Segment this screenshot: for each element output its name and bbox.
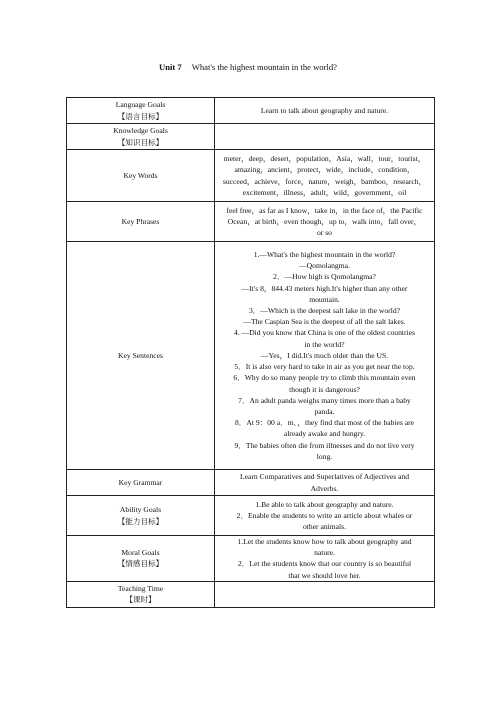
row-label-cell xyxy=(67,581,215,607)
content-line: 1.Be able to talk about geography and nature. xyxy=(255,499,394,509)
content-line: long. xyxy=(316,451,333,461)
row-label: Language Goals xyxy=(115,100,166,110)
row-label-cell xyxy=(67,496,215,536)
row-label-chinese: 【知识目标】 xyxy=(117,137,164,147)
row-label-chinese: 【情感目标】 xyxy=(117,559,164,569)
row-content-cell xyxy=(215,150,435,202)
content-line: Adverbs. xyxy=(310,483,339,493)
table-row xyxy=(67,581,435,607)
content-line: 6．Why do so many people try to climb this mountain even xyxy=(233,373,416,383)
row-label-cell xyxy=(67,202,215,242)
content-line: —Yes，I did.It's much older than the US. xyxy=(260,350,389,360)
content-line: 1.Let the students know how to talk about geography and xyxy=(237,537,412,546)
content-line: amazing，ancient，protect，wide，include，condition， xyxy=(234,165,415,175)
content-line: in the world? xyxy=(304,339,345,349)
row-label-cell xyxy=(67,98,215,124)
content-line: excitement，illness，adult，wild，government，oil xyxy=(242,187,407,197)
content-line: meter，deep，desert，population，Asia，wall，tour，tourist， xyxy=(223,154,426,164)
table-row xyxy=(67,470,435,496)
row-label: Ability Goals xyxy=(119,505,162,515)
table-row xyxy=(67,242,435,470)
content-line: feel free，as far as I know，take in，in the face of，the Pacific xyxy=(226,205,423,215)
row-content-cell xyxy=(215,202,435,242)
lesson-plan-table xyxy=(66,97,435,608)
content-line: or so xyxy=(317,228,332,238)
content-line: Ocean，at birth，even though，up to，walk into，fall over， xyxy=(227,216,422,226)
row-label-cell xyxy=(67,536,215,582)
content-line: 2．Let the students know that our country is so beautiful xyxy=(237,559,412,569)
table-row xyxy=(67,150,435,202)
content-line: 5．It is also very hard to take in air as you get near the top. xyxy=(234,362,415,372)
content-line: 9．The babies often die from illnesses and do not live very xyxy=(234,440,415,450)
table-row xyxy=(67,98,435,124)
content-line: 1.—What's the highest mountain in the world? xyxy=(253,250,396,260)
content-line: —It's 8，844.43 meters high.It's higher than any other xyxy=(241,283,408,293)
content-line: succeed，achieve，force，nature，weigh，bamboo，research， xyxy=(222,176,427,186)
table-row xyxy=(67,124,435,150)
content-line: Learn to talk about geography and nature. xyxy=(260,105,389,115)
table-row xyxy=(67,202,435,242)
row-label: Teaching Time xyxy=(117,584,164,594)
content-line: 2．Enable the students to write an article about whales or xyxy=(236,510,413,520)
row-label-cell xyxy=(67,150,215,202)
row-label: Key Phrases xyxy=(121,216,160,226)
row-label-chinese: 【课时】 xyxy=(125,595,156,605)
row-label-cell xyxy=(67,124,215,150)
content-line: panda. xyxy=(314,406,335,416)
row-content-cell xyxy=(215,470,435,496)
row-label: Knowledge Goals xyxy=(113,126,168,136)
row-label-chinese: 【能力目标】 xyxy=(117,516,164,526)
row-content-cell xyxy=(215,496,435,536)
content-line: mountain. xyxy=(309,294,340,304)
content-line: 7．An adult panda weighs many times more than a baby xyxy=(238,395,411,405)
content-line: —Qomolangma. xyxy=(299,261,350,271)
content-line: Learn Comparatives and Superlatives of Adjectives and xyxy=(239,472,410,482)
row-label: Moral Goals xyxy=(121,548,160,558)
row-content-cell xyxy=(215,581,435,607)
content-line: 8．At 9：00 a．m．，they find that most of the babies are xyxy=(234,418,415,428)
row-label: Key Words xyxy=(123,170,158,180)
content-line: —The Caspian Sea is the deepest of all the salt lakes. xyxy=(243,317,406,327)
content-line: other animals. xyxy=(302,522,347,532)
content-line: 4. —Did you know that China is one of the oldest countries xyxy=(234,328,415,338)
row-label-chinese: 【语言目标】 xyxy=(117,111,164,121)
page-title xyxy=(0,62,496,72)
row-label: Key Sentences xyxy=(118,350,163,360)
content-line: nature. xyxy=(314,548,335,558)
table-row xyxy=(67,536,435,582)
content-line: that we should love her. xyxy=(288,570,361,580)
row-content-cell xyxy=(215,242,435,470)
content-line: already awake and hungry. xyxy=(283,429,366,439)
unit-title: What's the highest mountain in the world? xyxy=(191,62,337,72)
row-label: Key Grammar xyxy=(118,477,163,487)
row-content-cell xyxy=(215,124,435,150)
table-row xyxy=(67,496,435,536)
unit-label: Unit 7 xyxy=(159,62,182,72)
row-label-cell xyxy=(67,470,215,496)
row-label-cell xyxy=(67,242,215,470)
row-content-cell xyxy=(215,536,435,582)
row-content-cell xyxy=(215,98,435,124)
content-line: though it is dangerous? xyxy=(289,384,360,394)
content-line: 3．—Which is the deepest salt lake in the world? xyxy=(249,306,400,316)
content-line: 2．—How high is Qomolangma? xyxy=(273,272,376,282)
